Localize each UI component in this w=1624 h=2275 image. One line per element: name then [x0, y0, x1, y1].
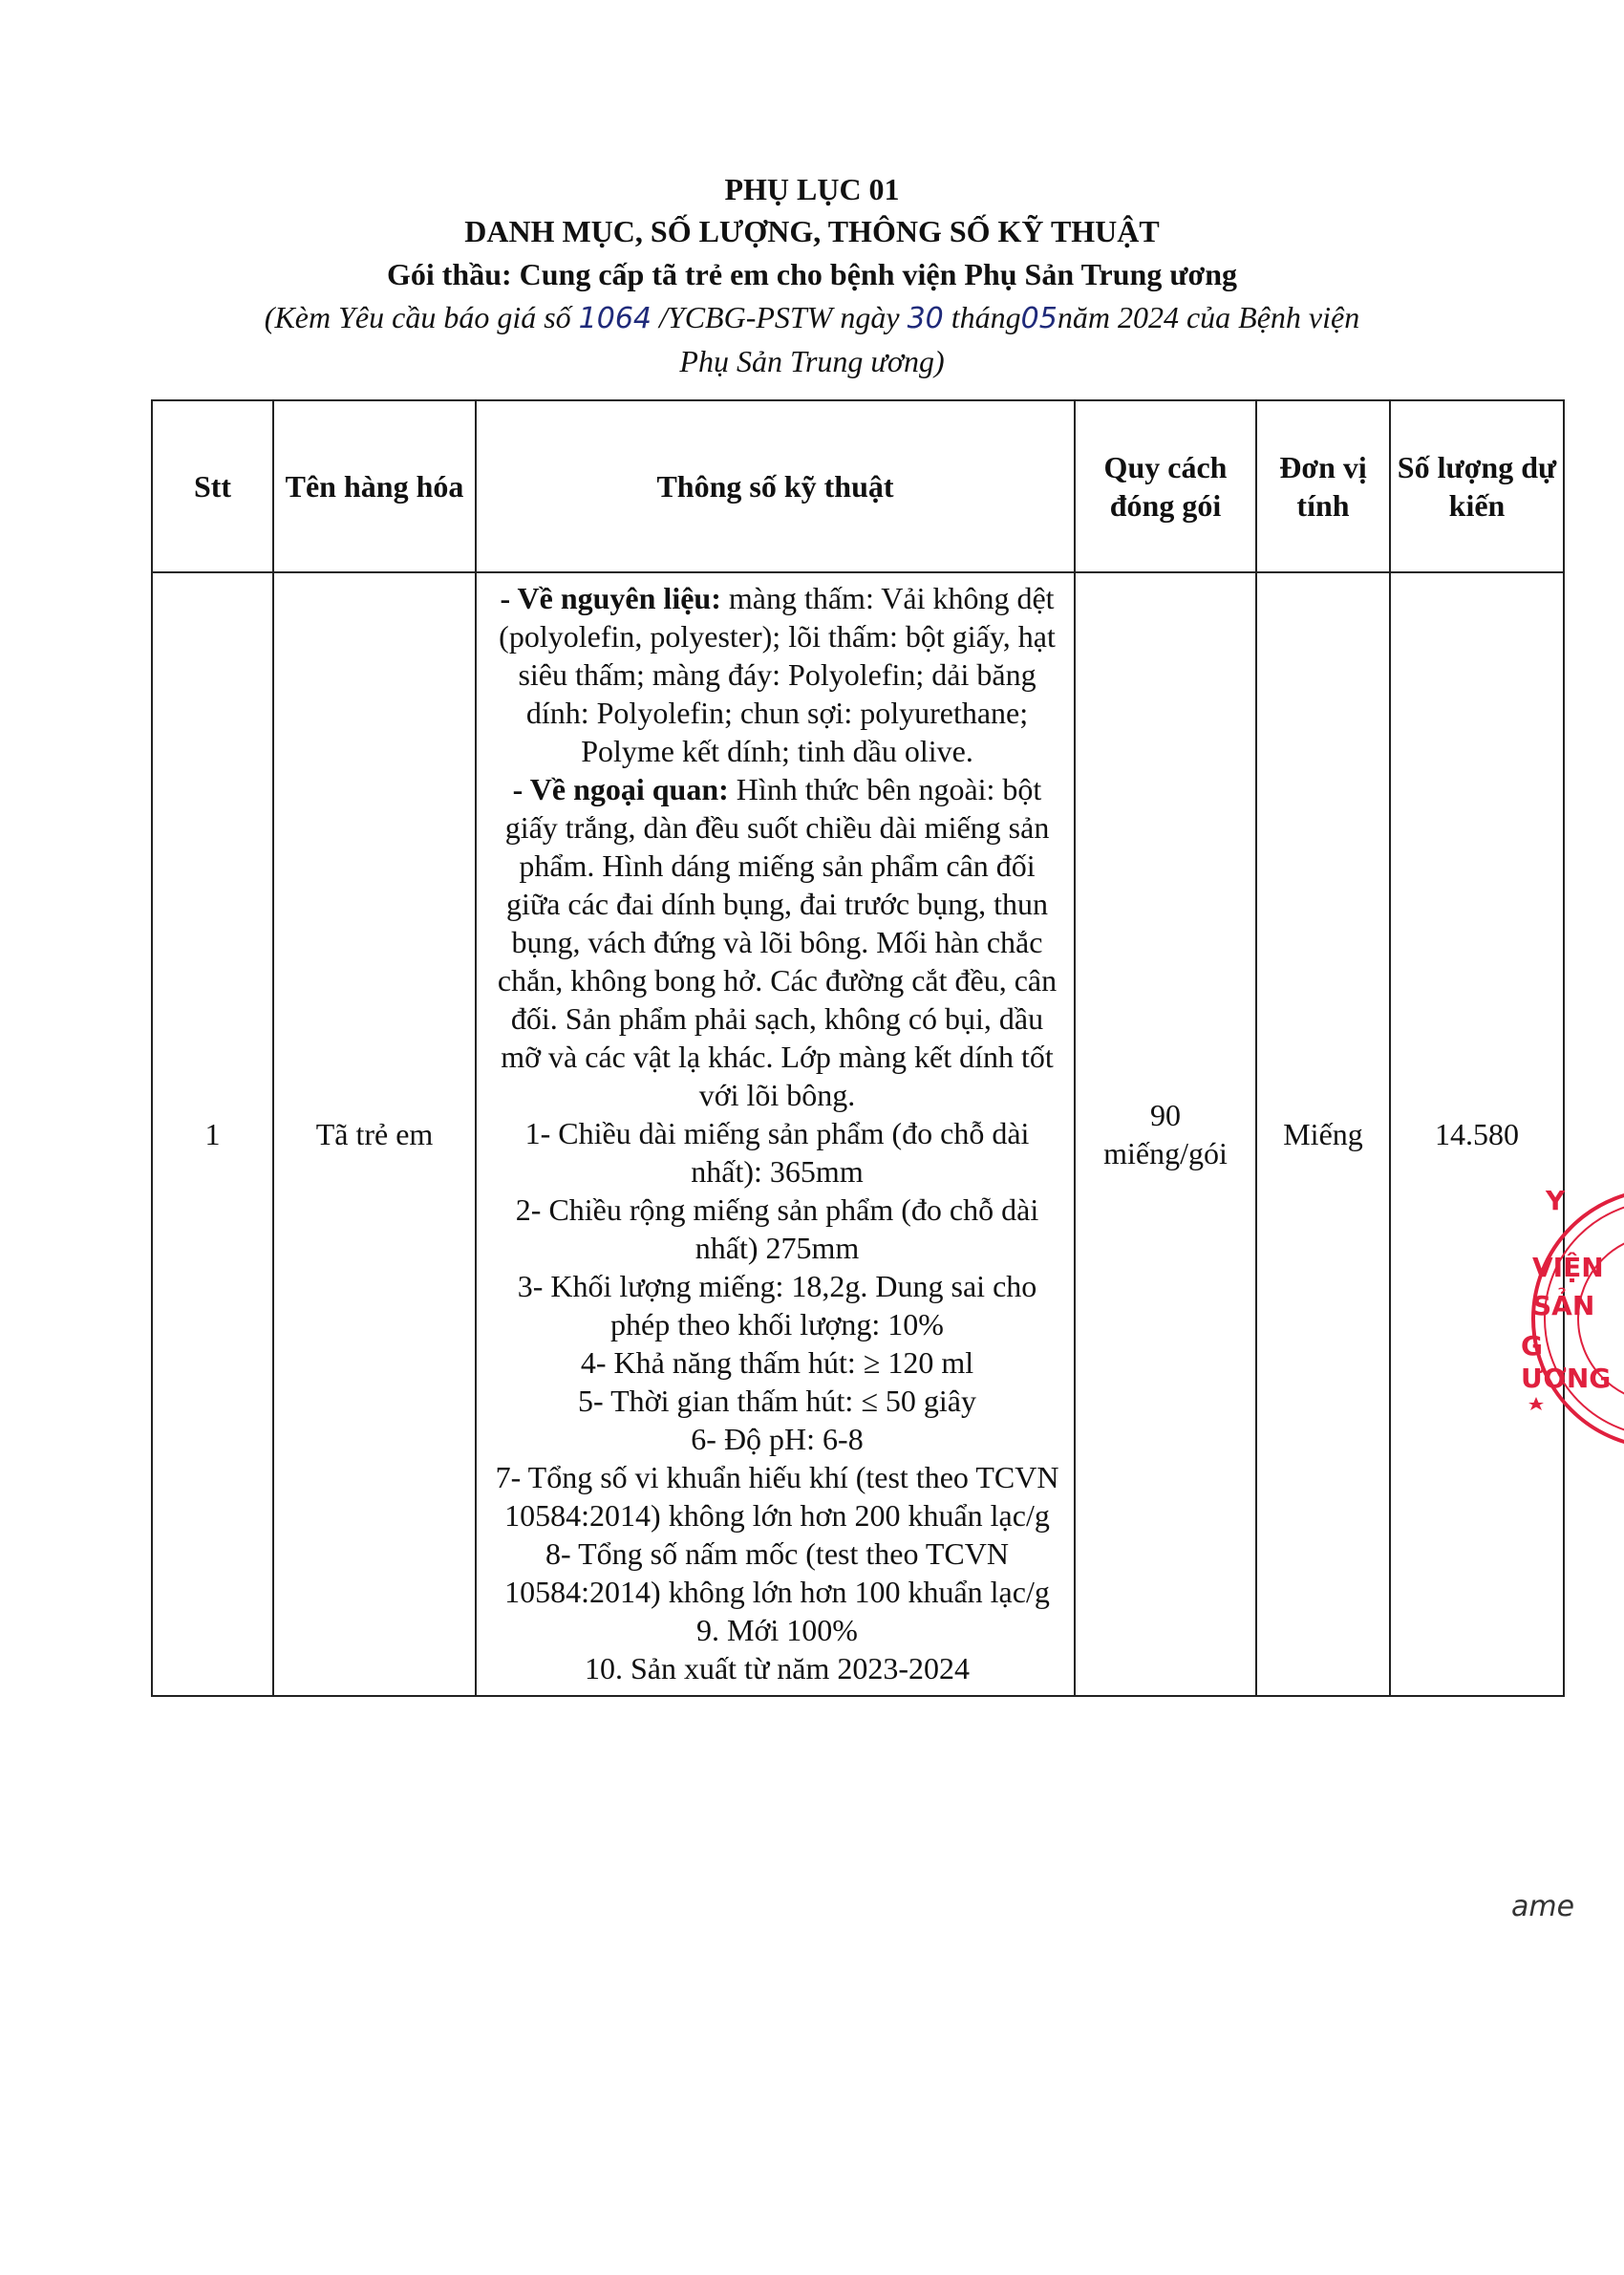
appendix-title: PHỤ LỤC 01 [724, 172, 900, 206]
initials-signature: ame [1511, 1890, 1575, 1923]
reference-line-2: Phụ Sản Trung ương) [679, 344, 945, 378]
header-unit: Đơn vị tính [1256, 400, 1390, 572]
cell-packing [1075, 572, 1256, 1696]
ref-code: /YCBG-PSTW ngày [659, 300, 900, 334]
appearance-text: Hình thức bên ngoài: bột giấy trắng, dàn đều suốt chiều dài miếng sản phẩm. Hình dáng miếng sản phẩm cân đối giữa các đai dính bụng, đai trước bụng, thun bụng, vách đứng và lõi bông. Mối hàn chắc chắn, không bong hở. Các đường cắt đều, cân đối. Sản phẩm phải sạch, không có bụi, dầu mỡ và các vật lạ khác. Lớp màng kết dính tốt với lõi bông. [497, 772, 1058, 1112]
materials-text: màng thấm: Vải không dệt (polyolefin, polyester); lõi thấm: bột giấy, hạt siêu thấm; màng đáy: Polyolefin; dải băng dính: Polyolefin; chun sợi: polyurethane; Polyme kết dính; tinh dầu olive. [499, 581, 1056, 768]
ref-month-label: tháng [951, 300, 1021, 334]
spec-item: 6- Độ pH: 6-8 [691, 1422, 864, 1456]
table-header-row [152, 400, 1564, 572]
spec-item: 1- Chiều dài miếng sản phẩm (đo chỗ dài nhất): 365mm [524, 1116, 1030, 1189]
ref-month-handwritten: 05 [1020, 302, 1058, 335]
header-quantity: Số lượng dự kiến [1390, 400, 1564, 572]
reference-line [0, 296, 1624, 340]
header-stt: Stt [152, 400, 273, 572]
stamp-line: Y [1546, 1185, 1566, 1216]
spec-item: 10. Sản xuất từ năm 2023-2024 [584, 1651, 971, 1685]
spec-item: 4- Khả năng thấm hút: ≥ 120 ml [580, 1345, 974, 1380]
ref-suffix: năm 2024 của Bệnh viện [1057, 300, 1360, 334]
cell-stt: 1 [152, 572, 273, 1696]
spec-item: 5- Thời gian thấm hút: ≤ 50 giây [578, 1384, 976, 1418]
packing-value: 90 miếng/gói [1103, 1098, 1228, 1170]
spec-item: 3- Khối lượng miếng: 18,2g. Dung sai cho phép theo khối lượng: 10% [517, 1269, 1037, 1341]
spec-item: 8- Tổng số nấm mốc (test theo TCVN 10584:2014) không lớn hơn 100 khuẩn lạc/g [504, 1536, 1050, 1609]
appearance-block [490, 770, 1064, 1114]
stamp-line: G ƯƠNG [1521, 1330, 1612, 1394]
stamp-line: SẢN [1532, 1290, 1595, 1321]
document-header [0, 168, 1624, 382]
spec-item: 9. Mới 100% [696, 1613, 858, 1647]
spec-table [151, 399, 1565, 1697]
cell-quantity: 14.580 [1390, 572, 1564, 1696]
bid-package: Gói thầu: Cung cấp tã trẻ em cho bệnh viện Phụ Sản Trung ương [386, 257, 1238, 291]
header-name: Tên hàng hóa [273, 400, 476, 572]
ref-prefix: (Kèm Yêu cầu báo giá số [264, 300, 571, 334]
ref-number-handwritten: 1064 [578, 302, 652, 335]
materials-label: - Về nguyên liệu: [500, 581, 721, 615]
stamp-line: VIỆN [1532, 1252, 1604, 1283]
cell-name: Tã trẻ em [273, 572, 476, 1696]
spec-item: 2- Chiều rộng miếng sản phẩm (đo chỗ dài nhất) 275mm [515, 1192, 1039, 1265]
appearance-label: - Về ngoại quan: [512, 772, 729, 806]
spec-item: 7- Tổng số vi khuẩn hiếu khí (test theo TCVN 10584:2014) không lớn hơn 200 khuẩn lạc/g [495, 1460, 1059, 1533]
appendix-subtitle: DANH MỤC, SỐ LƯỢNG, THÔNG SỐ KỸ THUẬT [464, 214, 1160, 248]
cell-unit: Miếng [1256, 572, 1390, 1696]
table-row [152, 572, 1564, 1696]
header-specs: Thông số kỹ thuật [476, 400, 1075, 572]
cell-specs [476, 572, 1075, 1696]
header-packing: Quy cách đóng gói [1075, 400, 1256, 572]
materials-block [499, 581, 1056, 768]
ref-day-handwritten: 30 [907, 302, 944, 335]
